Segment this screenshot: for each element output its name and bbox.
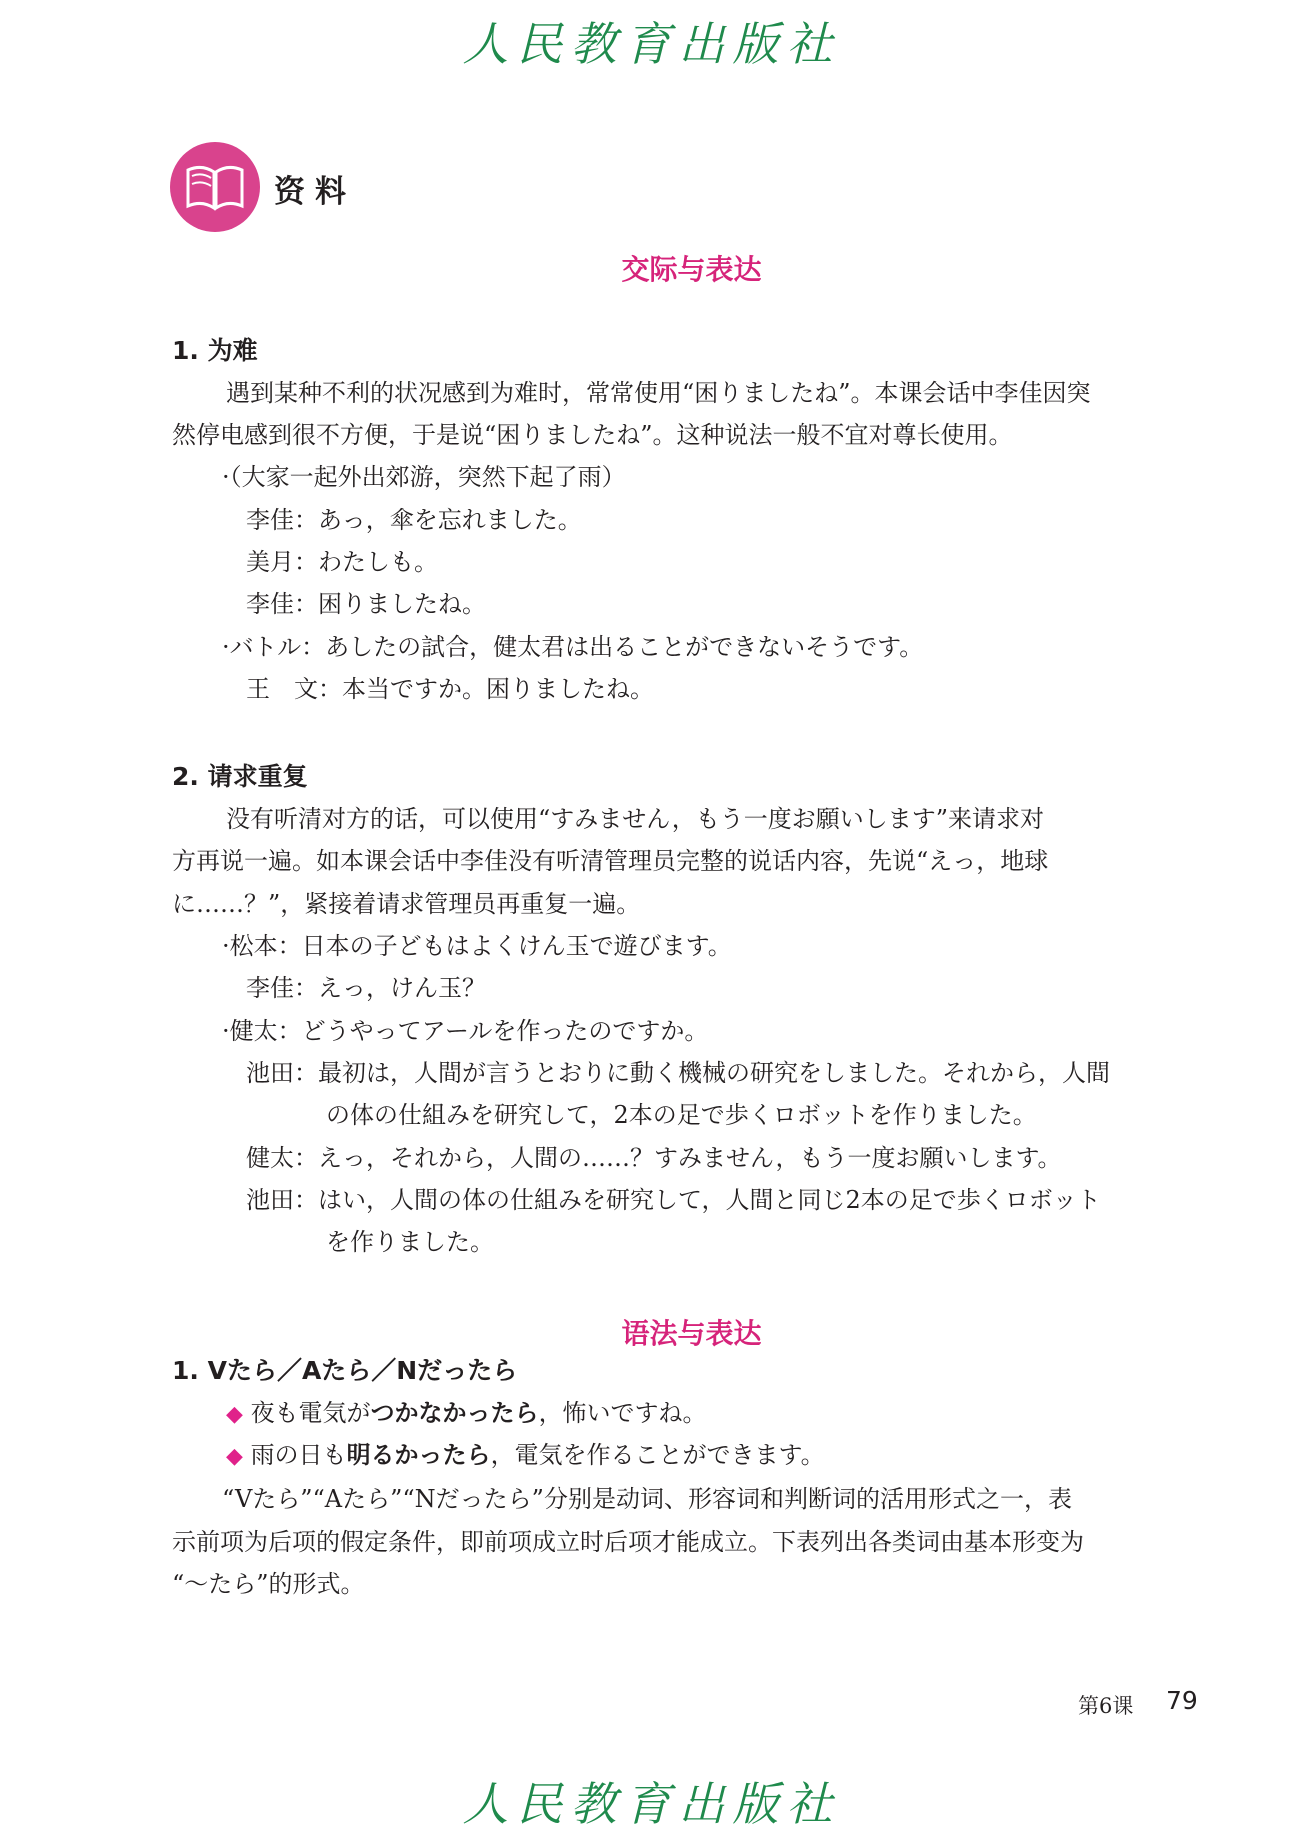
lesson-label: 第6课 — [1078, 1694, 1134, 1718]
publisher-logo-bottom: 人民教育出版社 — [462, 1777, 841, 1831]
heading-communication: 交际与表达 — [621, 253, 762, 286]
heading-grammar: 语法与表达 — [621, 1317, 762, 1350]
publisher-logo-top: 人民教育出版社 — [462, 17, 841, 71]
example1-highlight: つかなかったら — [370, 1398, 539, 1427]
grammar1-title: 1. Vたら／Aたら／Nだったら — [172, 1356, 518, 1385]
part1-ex1-line3: 李佳：困りましたね。 — [246, 590, 486, 618]
part1-para-line2: 然停电感到很不方便，于是说“困りましたね”。这种说法一般不宜对尊长使用。 — [172, 421, 1013, 449]
example1-part-a: 夜も電気が — [250, 1399, 371, 1427]
part1-ex1-line2: 美月：わたしも。 — [246, 548, 438, 576]
part2-ex2-line3: の体の仕組みを研究して，2本の足で歩くロボットを作りました。 — [326, 1101, 1037, 1129]
part1-ex2-line2: 王 文：本当ですか。困りましたね。 — [246, 675, 654, 703]
diamond-bullet-icon: ◆ — [226, 1402, 243, 1427]
part2-ex2-line5: 池田：はい，人間の体の仕組みを研究して，人間と同じ2本の足で歩くロボット — [246, 1186, 1101, 1214]
section-title: 资料 — [274, 174, 356, 210]
part2-ex2-line4: 健太：えっ，それから，人間の……？すみません，もう一度お願いします。 — [246, 1144, 1062, 1172]
book-icon-badge — [170, 142, 260, 232]
grammar1-example2 — [226, 1440, 825, 1472]
example1-part-c: ，怖いですね。 — [538, 1399, 707, 1427]
part2-ex1-line2: 李佳：えっ，けん玉？ — [246, 974, 486, 1002]
part2-ex2-line1: ·健太：どうやってアールを作ったのですか。 — [222, 1017, 709, 1045]
page-number: 79 — [1166, 1686, 1198, 1715]
part2-para-line1: 没有听清对方的话，可以使用“すみません，もう一度お願いします”来请求对 — [226, 805, 1044, 833]
part2-ex1-line1: ·松本：日本の子どもはよくけん玉で遊びます。 — [222, 932, 732, 960]
part1-ex2-line1: ·バトル：あしたの試合，健太君は出ることができないそうです。 — [222, 633, 924, 661]
part1-ex1-context: ·（大家一起外出郊游，突然下起了雨） — [222, 463, 626, 491]
part2-para-line2: 方再说一遍。如本课会话中李佳没有听清管理员完整的说话内容，先说“えっ，地球 — [172, 847, 1049, 875]
part1-para-line1: 遇到某种不利的状况感到为难时，常常使用“困りましたね”。本课会话中李佳因突 — [226, 379, 1091, 407]
example2-part-a: 雨の日も — [250, 1441, 347, 1469]
part2-ex2-line6: を作りました。 — [326, 1228, 494, 1256]
part2-title: 2. 请求重复 — [172, 762, 308, 791]
open-book-icon — [184, 164, 246, 212]
diamond-bullet-icon: ◆ — [226, 1444, 243, 1469]
grammar1-para-line3: “～たら”的形式。 — [172, 1570, 365, 1598]
part2-ex2-line2: 池田：最初は，人間が言うとおりに動く機械の研究をしました。それから，人間 — [246, 1059, 1110, 1087]
part1-title: 1. 为难 — [172, 336, 258, 365]
part1-ex1-line1: 李佳：あっ，傘を忘れました。 — [246, 506, 582, 534]
grammar1-example1 — [226, 1398, 707, 1430]
part2-para-line3: に……？”，紧接着请求管理员再重复一遍。 — [172, 890, 641, 918]
example2-part-c: ，電気を作ることができます。 — [490, 1441, 825, 1469]
grammar1-para-line1: “Vたら”“Aたら”“Nだったら”分别是动词、形容词和判断词的活用形式之一，表 — [222, 1485, 1072, 1513]
example2-highlight: 明るかったら — [346, 1440, 491, 1469]
grammar1-para-line2: 示前项为后项的假定条件，即前项成立时后项才能成立。下表列出各类词由基本形变为 — [172, 1528, 1084, 1556]
